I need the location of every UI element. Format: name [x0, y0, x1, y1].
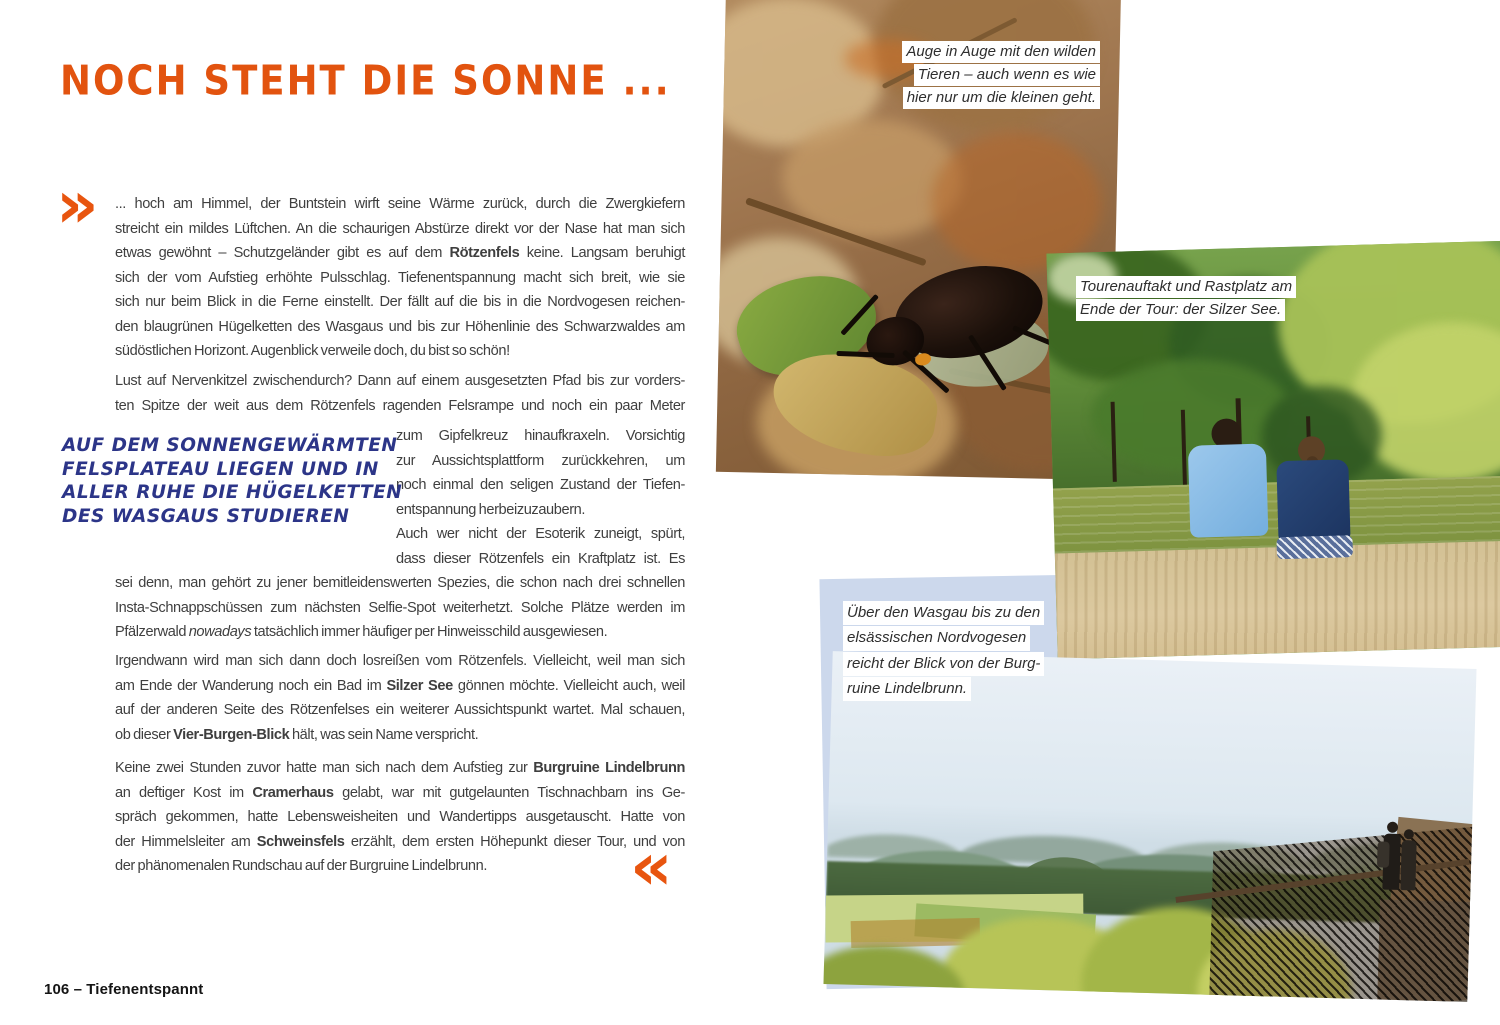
page-footer: 106 – Tiefenentspannt — [44, 981, 204, 998]
railing-fence — [1209, 826, 1477, 1002]
closing-quote-icon: « — [630, 828, 673, 905]
text-line: ... hoch am Himmel, der Buntstein wirft seine Wärme zurück, durch die Zwergkiefern — [115, 196, 685, 212]
sitting-woman — [1272, 435, 1359, 557]
text-line: Irgendwann wird man sich dann doch losreißen vom Rötzenfels. Vielleicht, weil man sich — [115, 653, 685, 669]
text-line: streicht ein mildes Lüftchen. An die schaurigen Abstürze direkt vor der Nase hat man sich — [115, 220, 685, 237]
text-line: ALLER RUHE DIE HÜGELKETTEN — [62, 482, 403, 503]
text-line: auf der anderen Seite des Rötzenfelses ein weiterer Aussichtspunkt wartet. Mal schauen, — [115, 702, 685, 718]
caption-line: Über den Wasgau bis zu den — [843, 601, 1044, 625]
caption-line: elsässischen Nordvogesen — [843, 626, 1030, 650]
text-line: noch einmal den seligen Zustand der Tiefen- — [396, 477, 685, 493]
paragraph-3-full — [115, 571, 685, 645]
text-line: ten Spitze der weit aus dem Rötzenfels ragenden Felsrampe und noch ein paar Meter — [115, 397, 685, 414]
hiker-figure — [1383, 833, 1402, 889]
caption-line: Tieren – auch wenn es wie — [914, 64, 1100, 86]
text-line: den blaugrünen Hügelketten des Wasgaus und bis zur Höhenlinie des Schwarzwaldes am — [115, 318, 685, 335]
text-line: AUF DEM SONNENGEWÄRMTEN — [62, 435, 398, 456]
text-line: DES WASGAUS STUDIEREN — [62, 505, 350, 527]
text-line: spräch gekommen, hatte Lebensweisheiten und Wandertipps ausgetauscht. Hatte von — [115, 809, 685, 825]
paragraph-2-full — [115, 369, 685, 418]
caption-line: ruine Lindelbrunn. — [843, 677, 971, 701]
caption-line: Ende der Tour: der Silzer See. — [1076, 299, 1285, 321]
paragraph-3-narrow — [396, 522, 685, 571]
hiker-figure — [1401, 840, 1417, 890]
text-line: sich der vom Aufstieg erhöhte Pulsschlag. Tiefenentspannung macht sich breit, wie sie — [115, 269, 685, 286]
text-line: der Himmelsleiter am Schweinsfels erzählt, dem ersten Höhepunkt dieser Tour, und von — [115, 833, 685, 850]
caption-line: hier nur um die kleinen geht. — [903, 87, 1100, 109]
text-line: entspannung herbeizuzaubern. — [396, 501, 586, 518]
sitting-man — [1181, 417, 1275, 549]
lake-photo-caption — [1076, 276, 1376, 322]
caption-line: Tourenauftakt und Rastplatz am — [1076, 276, 1296, 298]
text-line: dass dieser Rötzenfels ein Kraftplatz ist. Es — [396, 550, 685, 567]
opening-quote-icon: » — [56, 166, 99, 243]
text-line: Pfälzerwald nowadays tatsächlich immer häufiger per Hinweisschild ausgewiesen. — [115, 624, 608, 640]
caption-line: Auge in Auge mit den wilden — [902, 41, 1100, 63]
panorama-photo — [823, 651, 1476, 1002]
text-line: zur Aussichtsplattform zurückkehren, um — [396, 452, 685, 469]
text-line: ob dieser Vier-Burgen-Blick hält, was sein Name verspricht. — [115, 726, 479, 743]
text-line: sei denn, man gehört zu jener bemitleidenswerten Spezies, die schon nach drei schnellen — [115, 575, 685, 591]
text-line: südöstlichen Horizont. Augenblick verweile doch, du bist so schön! — [115, 343, 510, 359]
dry-grass-shore — [1055, 541, 1500, 660]
text-line: Auch wer nicht der Esoterik zuneigt, spürt, — [396, 526, 685, 542]
text-line: Insta-Schnappschüssen zum nächsten Selfie-Spot weiterhetzt. Solche Plätze werden im — [115, 599, 685, 616]
text-line: sich nur beim Blick in die Ferne einstellt. Der fällt auf die bis in die Nordvogesen reichen- — [115, 294, 685, 310]
handwritten-pull-quote — [62, 434, 402, 528]
text-line: zum Gipfelkreuz hinaufkraxeln. Vorsichtig — [396, 428, 685, 444]
paragraph-5 — [115, 756, 685, 879]
paragraph-4 — [115, 649, 685, 747]
beetle-photo-caption — [820, 41, 1100, 110]
paragraph-2-narrow — [396, 424, 685, 522]
text-line: der phänomenalen Rundschau auf der Burgruine Lindelbrunn. — [115, 858, 488, 874]
text-line: etwas gewöhnt – Schutzgeländer gibt es auf dem Rötzenfels keine. Langsam beruhigt — [115, 245, 686, 261]
text-line: am Ende der Wanderung noch ein Bad im Silzer See gönnen möchte. Vielleicht auch, weil — [115, 677, 685, 694]
paragraph-1 — [115, 192, 685, 364]
page-title: NOCH STEHT DIE SONNE ... — [60, 57, 671, 105]
text-line: Lust auf Nervenkitzel zwischendurch? Dann auf einem ausgesetzten Pfad bis zur vorders- — [115, 373, 685, 389]
panorama-photo-caption — [843, 601, 1073, 702]
text-line: an deftiger Kost im Cramerhaus gelabt, war mit gutgelaunten Tischnachbarn ins Ge- — [115, 784, 685, 801]
caption-line: reicht der Blick von der Burg- — [843, 652, 1044, 676]
text-line: Keine zwei Stunden zuvor hatte man sich nach dem Aufstieg zur Burgruine Lindelbrunn — [115, 760, 685, 776]
text-line: FELSPLATEAU LIEGEN UND IN — [62, 458, 379, 480]
